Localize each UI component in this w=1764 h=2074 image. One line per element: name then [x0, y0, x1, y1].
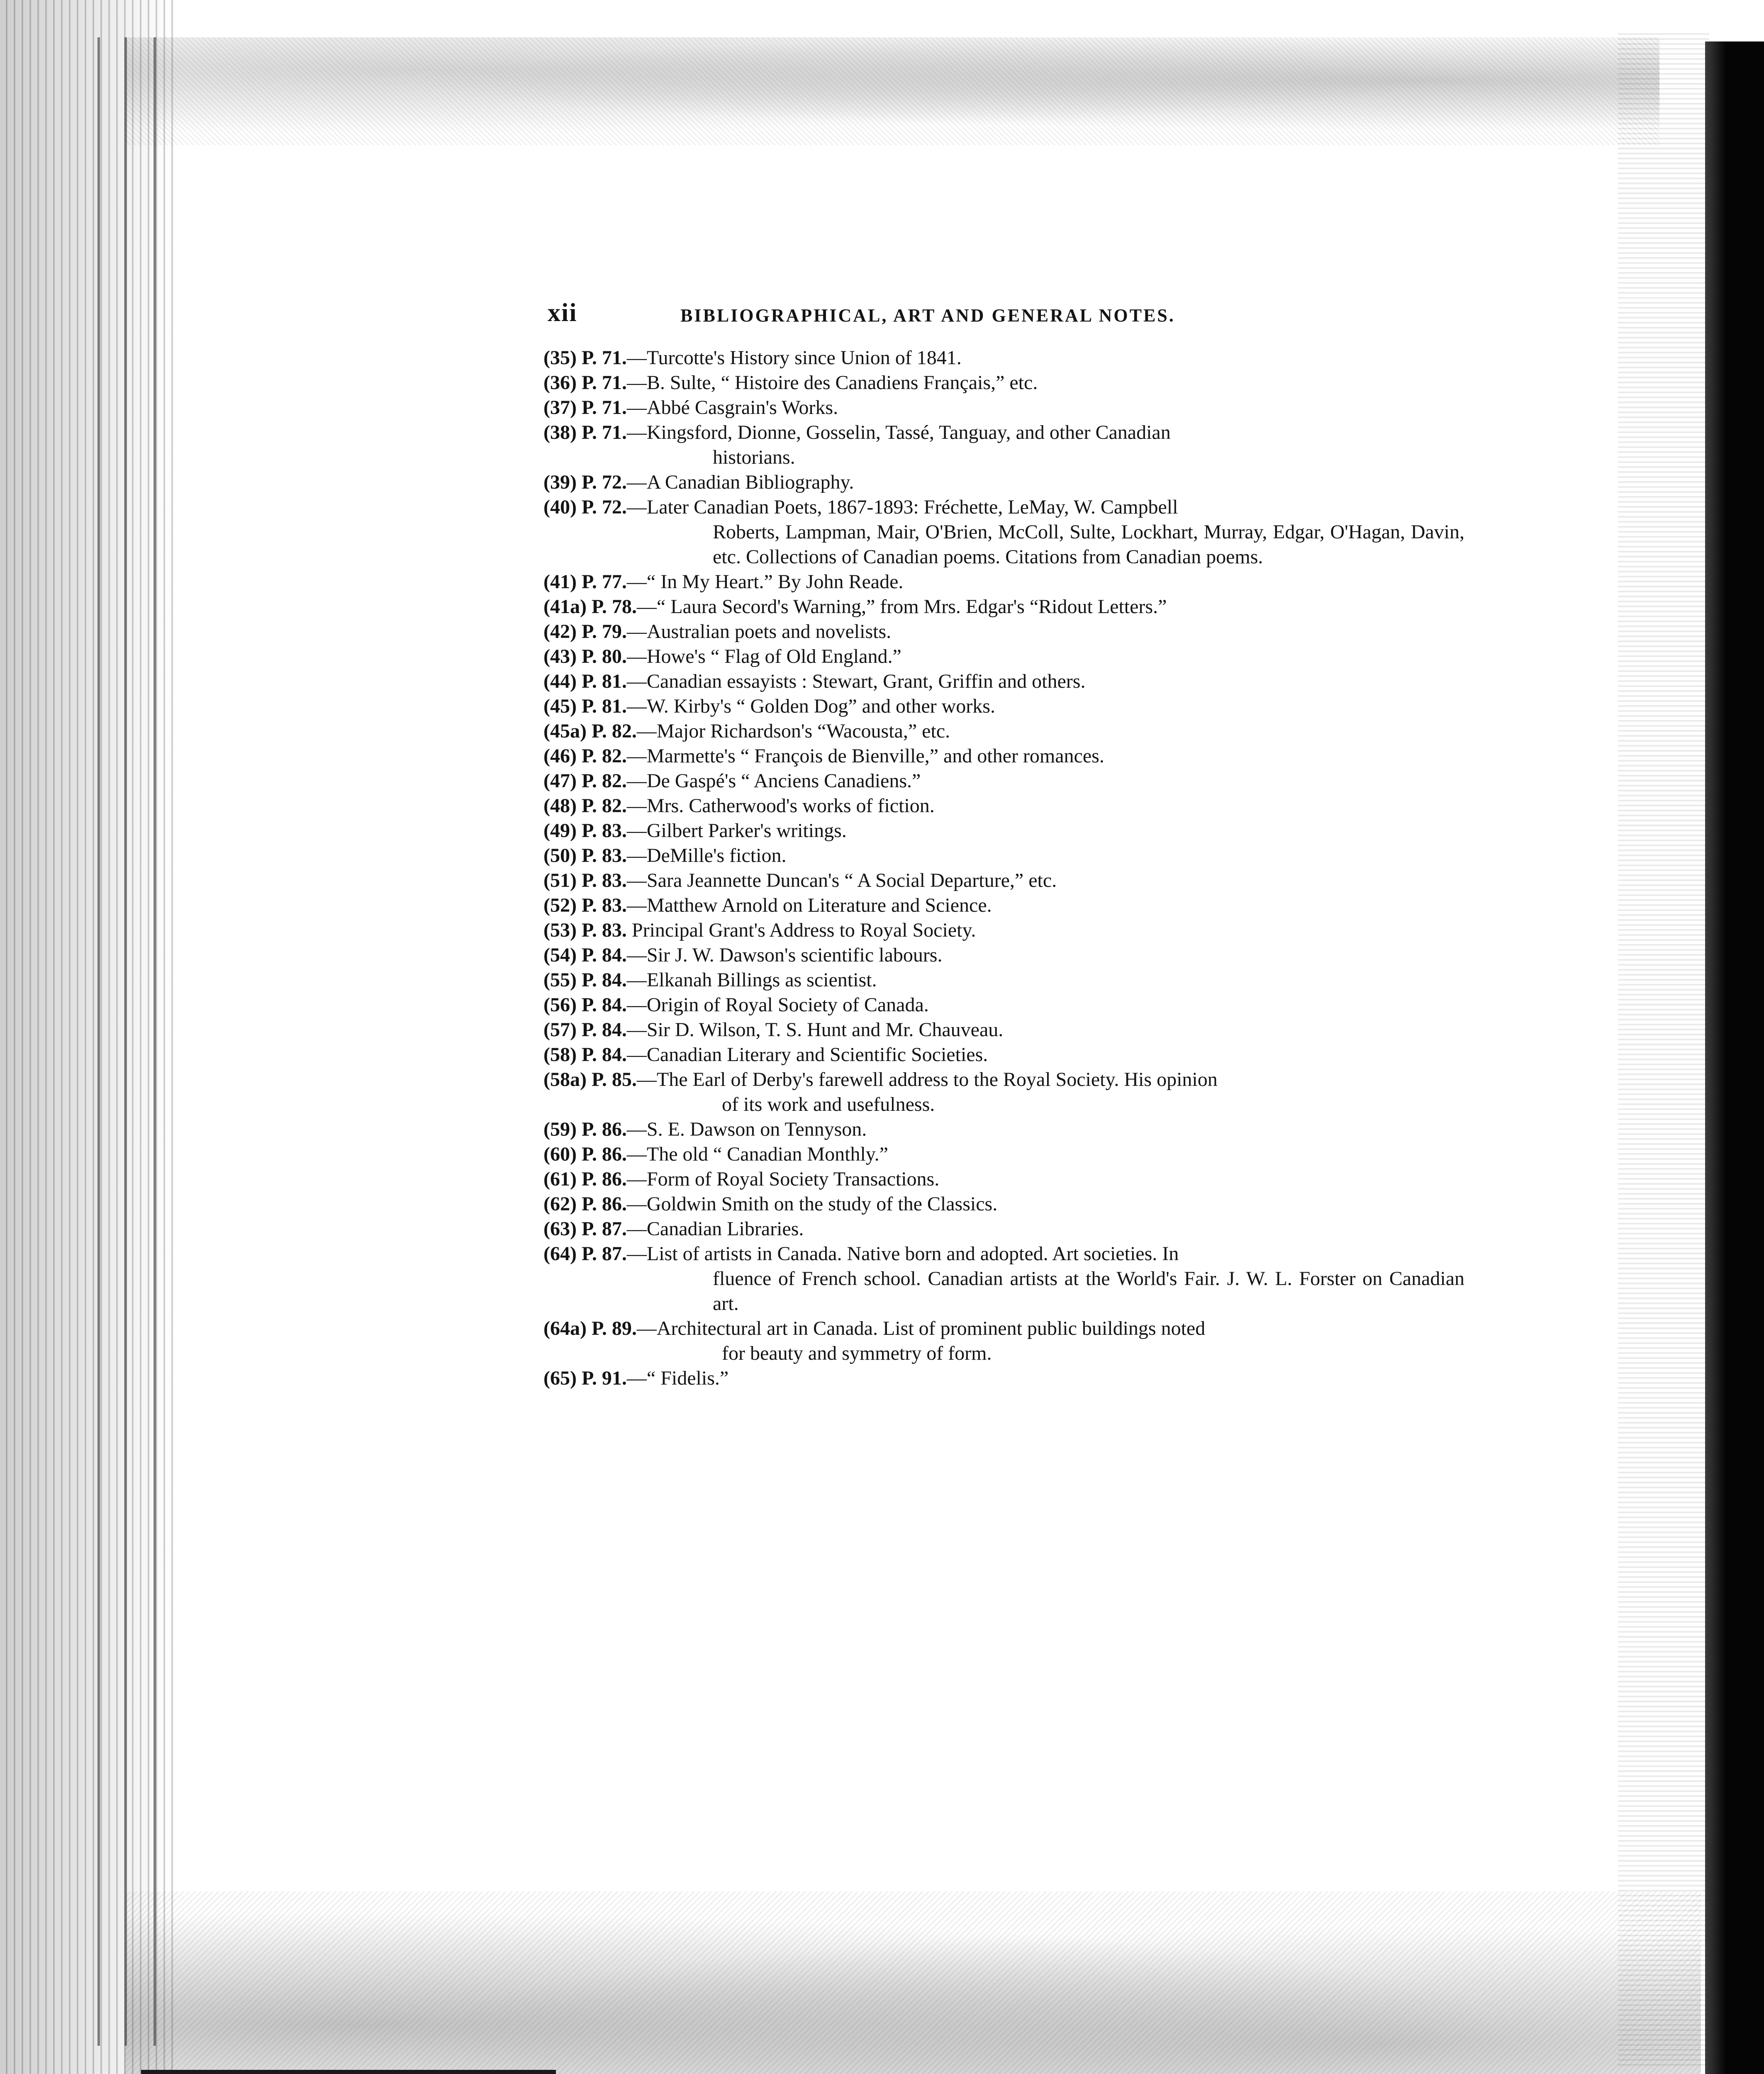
note-entry	[543, 644, 1464, 669]
scan-bottom-noise	[124, 1891, 1701, 2074]
note-text: —Howe's “ Flag of Old England.”	[626, 645, 901, 667]
note-reference: (47) P. 82.	[543, 770, 627, 792]
note-entry	[543, 1316, 1464, 1366]
note-text: —Goldwin Smith on the study of the Classics.	[626, 1193, 998, 1215]
note-continuation: for beauty and symmetry of form.	[722, 1342, 992, 1364]
note-entry	[543, 570, 1464, 594]
note-entry	[543, 968, 1464, 993]
note-entry	[543, 669, 1464, 694]
note-reference: (61) P. 86.	[543, 1168, 627, 1190]
note-reference: (38) P. 71.	[543, 421, 627, 443]
note-text: —Sir J. W. Dawson's scientific labours.	[626, 944, 943, 966]
note-text: —Later Canadian Poets, 1867-1893: Fréchette, LeMay, W. Campbell	[626, 496, 1178, 518]
scan-gutter-rule	[97, 37, 100, 2046]
note-entry	[543, 744, 1464, 769]
note-continuation: fluence of French school. Canadian artists at the World's Fair. J. W. L. Forster on Canadian art.	[713, 1268, 1464, 1315]
note-text: —A Canadian Bibliography.	[626, 471, 854, 493]
note-text: —“ Laura Secord's Warning,” from Mrs. Edgar's “Ridout Letters.”	[636, 596, 1167, 618]
note-text: —Turcotte's History since Union of 1841.	[626, 347, 962, 369]
note-entry	[543, 1142, 1464, 1167]
note-reference: (64a) P. 89.	[543, 1317, 637, 1339]
page-number: xii	[548, 299, 577, 327]
note-reference: (48) P. 82.	[543, 795, 627, 817]
note-entry	[543, 993, 1464, 1018]
note-reference: (39) P. 72.	[543, 471, 627, 493]
note-text: —Abbé Casgrain's Works.	[626, 397, 838, 419]
note-text: —Gilbert Parker's writings.	[626, 820, 847, 842]
note-reference: (55) P. 84.	[543, 969, 627, 991]
page-header	[543, 297, 1464, 334]
note-entry	[543, 1067, 1464, 1117]
note-entry	[543, 420, 1464, 470]
notes-list	[543, 346, 1464, 1391]
note-reference: (56) P. 84.	[543, 994, 627, 1016]
note-text: —The Earl of Derby's farewell address to the Royal Society. His opinion	[636, 1069, 1218, 1091]
note-entry	[543, 719, 1464, 744]
note-reference: (65) P. 91.	[543, 1367, 627, 1389]
note-reference: (58a) P. 85.	[543, 1069, 637, 1091]
note-reference: (46) P. 82.	[543, 745, 627, 767]
note-entry	[543, 395, 1464, 420]
note-reference: (54) P. 84.	[543, 944, 627, 966]
note-text: —Marmette's “ François de Bienville,” and other romances.	[626, 745, 1104, 767]
note-text: Principal Grant's Address to Royal Society.	[626, 919, 976, 941]
note-text: —Australian poets and novelists.	[626, 621, 892, 643]
note-text: —“ In My Heart.” By John Reade.	[626, 571, 904, 593]
scan-bottom-bar	[141, 2070, 556, 2074]
note-text: —Architectural art in Canada. List of prominent public buildings noted	[636, 1317, 1206, 1339]
note-text: —Mrs. Catherwood's works of fiction.	[626, 795, 935, 817]
note-entry	[543, 868, 1464, 893]
note-entry	[543, 1018, 1464, 1042]
note-text: —Elkanah Billings as scientist.	[626, 969, 877, 991]
note-reference: (50) P. 83.	[543, 845, 627, 867]
note-reference: (36) P. 71.	[543, 372, 627, 394]
note-reference: (42) P. 79.	[543, 621, 627, 643]
note-continuation: historians.	[713, 446, 795, 468]
scan-gutter-rule	[124, 37, 127, 2046]
note-text: —Major Richardson's “Wacousta,” etc.	[636, 720, 950, 742]
note-text: —B. Sulte, “ Histoire des Canadiens Français,” etc.	[626, 372, 1038, 394]
note-text: —Canadian Literary and Scientific Societies.	[626, 1044, 988, 1066]
note-text: —Form of Royal Society Transactions.	[626, 1168, 940, 1190]
note-text: —Sara Jeannette Duncan's “ A Social Departure,” etc.	[626, 869, 1057, 891]
note-entry	[543, 794, 1464, 818]
note-continuation: of its work and usefulness.	[722, 1093, 935, 1115]
note-reference: (43) P. 80.	[543, 645, 627, 667]
note-entry	[543, 619, 1464, 644]
note-entry	[543, 370, 1464, 395]
note-text: —W. Kirby's “ Golden Dog” and other works.	[626, 695, 995, 717]
scan-top-noise	[124, 37, 1659, 145]
note-entry	[543, 943, 1464, 968]
note-reference: (40) P. 72.	[543, 496, 627, 518]
note-text: —Origin of Royal Society of Canada.	[626, 994, 929, 1016]
note-text: —Kingsford, Dionne, Gosselin, Tassé, Tanguay, and other Canadian	[626, 421, 1171, 443]
note-reference: (49) P. 83.	[543, 820, 627, 842]
scan-right-speckle	[1618, 33, 1709, 2066]
scan-right-edge	[1705, 41, 1764, 2074]
note-continuation: Roberts, Lampman, Mair, O'Brien, McColl, Sulte, Lockhart, Murray, Edgar, O'Hagan, Davin, etc. Collections of Canadian poems. Citations from Canadian poems.	[713, 521, 1464, 568]
note-entry	[543, 1366, 1464, 1391]
note-reference: (51) P. 83.	[543, 869, 627, 891]
scan-left-gutter	[0, 0, 174, 2074]
note-entry	[543, 495, 1464, 570]
note-text: —Canadian essayists : Stewart, Grant, Griffin and others.	[626, 670, 1086, 692]
note-text: —Sir D. Wilson, T. S. Hunt and Mr. Chauveau.	[626, 1019, 1004, 1041]
note-text: —S. E. Dawson on Tennyson.	[626, 1118, 867, 1140]
note-entry	[543, 1217, 1464, 1241]
note-reference: (41) P. 77.	[543, 571, 627, 593]
note-text: —Matthew Arnold on Literature and Science.	[626, 894, 992, 916]
note-reference: (35) P. 71.	[543, 347, 627, 369]
note-text: —DeMille's fiction.	[626, 845, 787, 867]
note-entry	[543, 470, 1464, 495]
note-reference: (44) P. 81.	[543, 670, 627, 692]
note-entry	[543, 1192, 1464, 1217]
note-reference: (63) P. 87.	[543, 1218, 627, 1240]
note-entry	[543, 769, 1464, 794]
note-entry	[543, 893, 1464, 918]
note-reference: (60) P. 86.	[543, 1143, 627, 1165]
note-entry	[543, 918, 1464, 943]
running-head: BIBLIOGRAPHICAL, ART AND GENERAL NOTES.	[680, 305, 1175, 326]
note-reference: (37) P. 71.	[543, 397, 627, 419]
note-entry	[543, 346, 1464, 370]
note-entry	[543, 1167, 1464, 1192]
note-text: —List of artists in Canada. Native born and adopted. Art societies. In	[626, 1243, 1179, 1265]
note-text: —The old “ Canadian Monthly.”	[626, 1143, 888, 1165]
note-entry	[543, 843, 1464, 868]
note-reference: (41a) P. 78.	[543, 596, 637, 618]
note-text: —Canadian Libraries.	[626, 1218, 804, 1240]
note-reference: (62) P. 86.	[543, 1193, 627, 1215]
note-reference: (57) P. 84.	[543, 1019, 627, 1041]
note-reference: (45) P. 81.	[543, 695, 627, 717]
note-text: —“ Fidelis.”	[626, 1367, 729, 1389]
note-text: —De Gaspé's “ Anciens Canadiens.”	[626, 770, 921, 792]
note-reference: (52) P. 83.	[543, 894, 627, 916]
note-entry	[543, 1117, 1464, 1142]
note-entry	[543, 818, 1464, 843]
note-reference: (59) P. 86.	[543, 1118, 627, 1140]
scan-gutter-rule	[153, 37, 156, 2046]
note-reference: (53) P. 83.	[543, 919, 627, 941]
note-entry	[543, 1241, 1464, 1316]
note-reference: (58) P. 84.	[543, 1044, 627, 1066]
page-content	[543, 297, 1464, 1391]
note-reference: (45a) P. 82.	[543, 720, 637, 742]
note-entry	[543, 594, 1464, 619]
note-entry	[543, 1042, 1464, 1067]
note-entry	[543, 694, 1464, 719]
note-reference: (64) P. 87.	[543, 1243, 627, 1265]
